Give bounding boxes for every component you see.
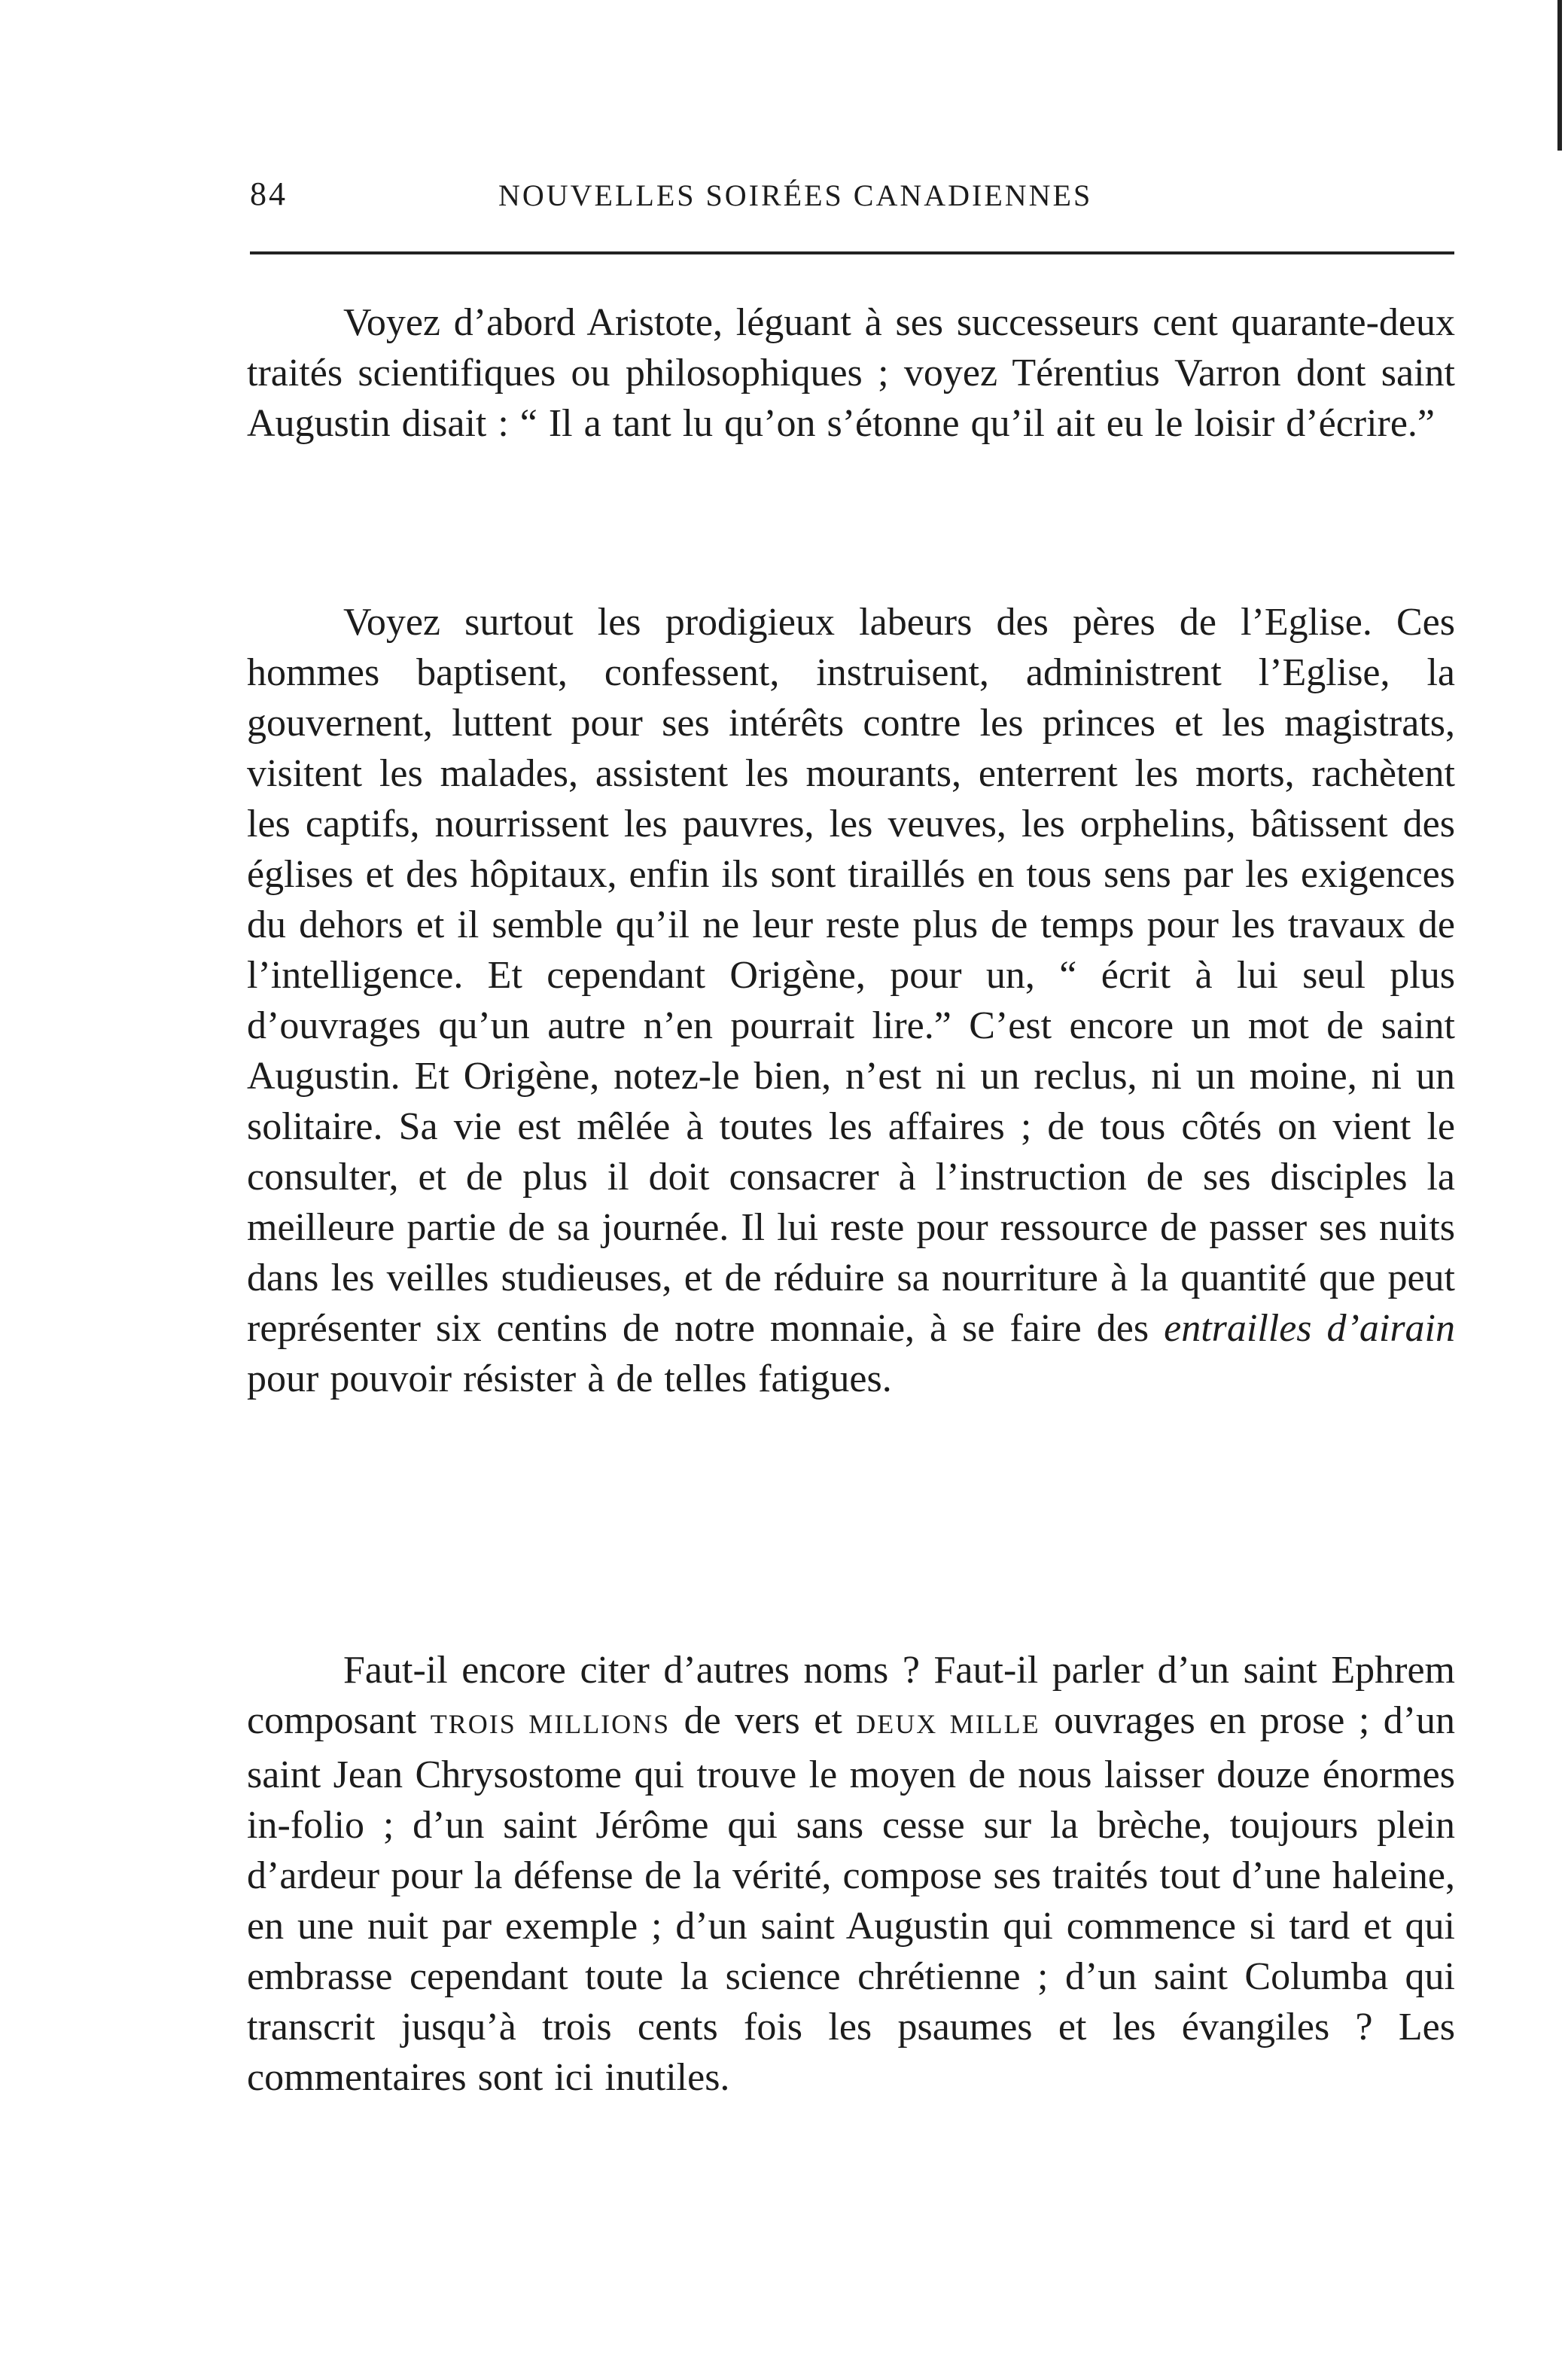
paragraph-1-text: Voyez d’abord Aristote, léguant à ses successeurs cent quarante-deux traités scientifiques ou philosophiques ; voyez Térentius Varron dont saint Augustin disait : “ Il a tant lu qu’on s’étonne qu’il ait eu le loisir d’écrire.” [247,301,1455,445]
page-edge-mark [1557,0,1562,151]
page-header [250,175,1454,227]
page-number: 84 [250,175,288,212]
paragraph-1 [247,297,1455,449]
paragraph-2-text [247,597,1455,1404]
paragraph-2 [247,597,1455,1404]
header-rule [250,251,1454,254]
paragraph-3-part-b: de vers et [684,1699,842,1742]
paragraph-2-main: Voyez surtout les prodigieux labeurs des pères de l’Eglise. Ces hommes baptisent, confessent, instruisent, administrent l’Eglise, la gouvernent, luttent pour ses intérêts contre les princes et les magistrats, visitent les malades, assistent les mourants, enterrent les morts, rachètent les captifs, nourrissent les pauvres, les veuves, les orphelins, bâtissent des églises et des hôpitaux, enfin ils sont tiraillés en tous sens par les exigences du dehors et il semble qu’il ne leur reste plus de temps pour les travaux de l’intelligence. Et cependant Origène, pour un, “ écrit à lui seul plus d’ouvrages qu’un autre n’en pourrait lire.” C’est encore un mot de saint Augustin. Et Origène, notez-le bien, n’est ni un reclus, ni un moine, ni un solitaire. Sa vie est mêlée à toutes les affaires ; de tous côtés on vient le consulter, et de plus il doit consacrer à l’instruction de ses disciples la meilleure partie de sa journée. Il lui reste pour ressource de passer ses nuits dans les veilles studieuses, et de réduire sa nourriture à la quantité que peut représenter six centins de notre monnaie, à se faire des [247,601,1455,1350]
paragraph-2-italic-phrase: entrailles d’airain [1164,1307,1456,1350]
paragraph-3 [247,1645,1455,2103]
paragraph-3-part-a: Faut-il encore citer d’autres noms ? Faut-il parler d’un saint Ephrem composant [247,1649,1455,1742]
paragraph-3-part-c: ouvrages en prose ; d’un saint Jean Chrysostome qui trouve le moyen de nous laisser douze énormes in-folio ; d’un saint Jérôme qui sans cesse sur la brèche, toujours plein d’ardeur pour la défense de la vérité, compose ses traités tout d’une haleine, en une nuit par exemple ; d’un saint Augustin qui commence si tard et qui embrasse cependant toute la science chrétienne ; d’un saint Columba qui transcrit jusqu’à trois cents fois les psaumes et les évangiles ? Les commentaires sont ici inutiles. [247,1699,1456,2099]
paragraph-3-small-caps-2: DEUX MILLE [856,1709,1040,1739]
paragraph-3-text [247,1645,1455,2103]
running-title: NOUVELLES SOIRÉES CANADIENNES [498,178,1093,212]
paragraph-2-end: pour pouvoir résister à de telles fatigues. [247,1357,892,1400]
paragraph-3-small-caps-1: TROIS MILLIONS [430,1709,671,1739]
